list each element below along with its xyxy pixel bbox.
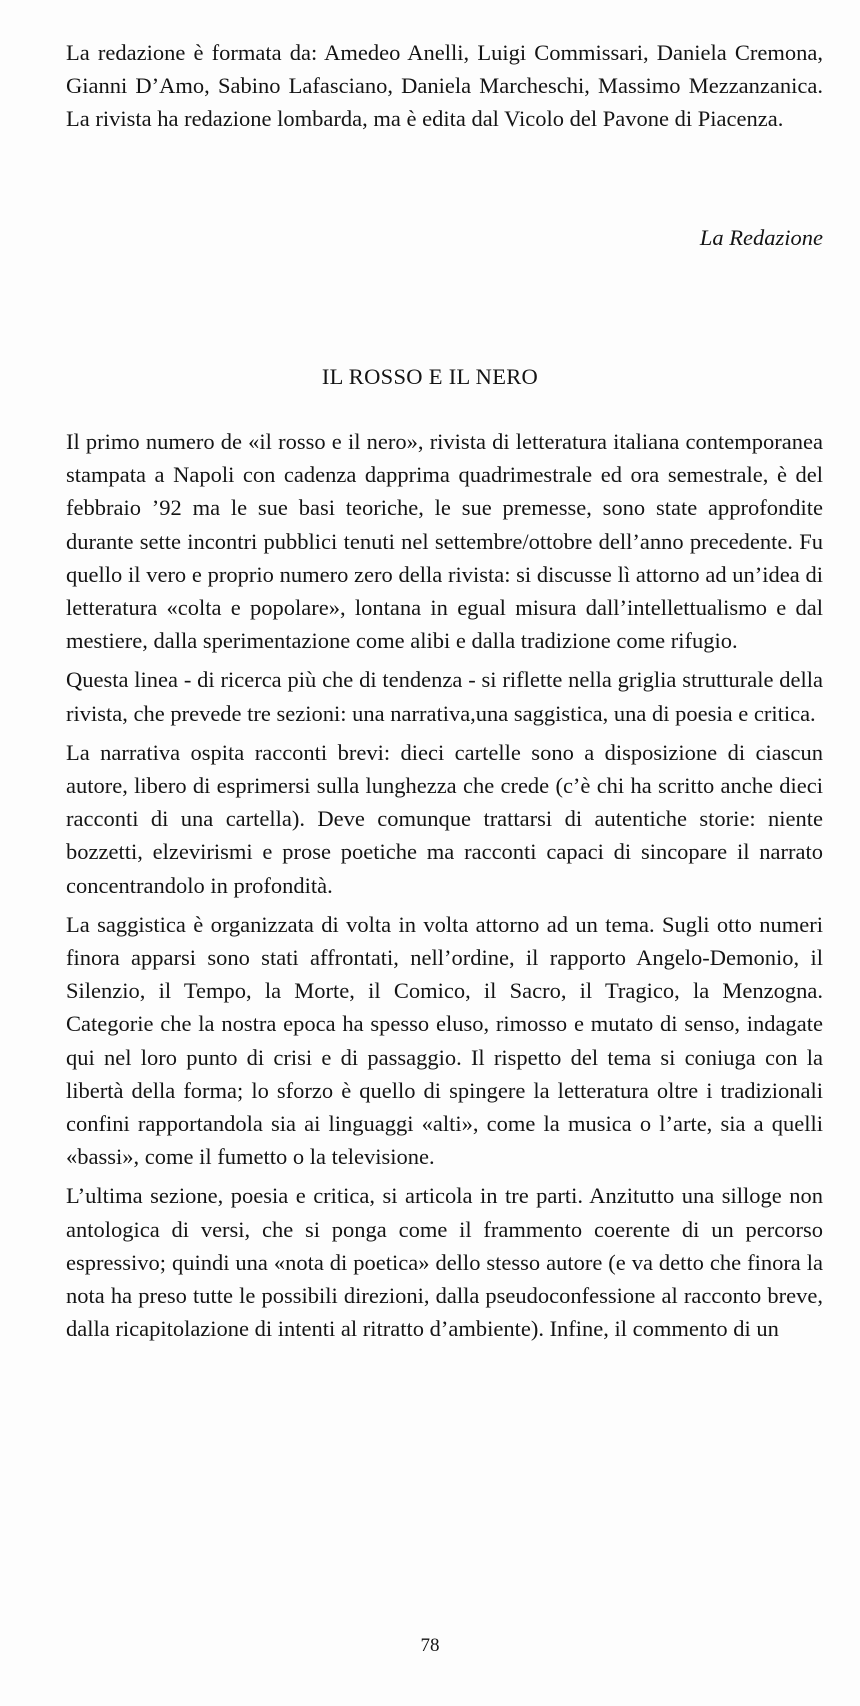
intro-paragraph: La redazione è formata da: Amedeo Anelli, Luigi Commissari, Daniela Cremona, Gianni D’Amo, Sabino Lafasciano, Daniela Marcheschi, Massimo Mezzanzanica. La rivista ha redazione lombarda, ma è edita dal Vicolo del Pavone di Piacenza. xyxy=(66,40,823,132)
page-number: 78 xyxy=(420,1635,440,1656)
body-paragraph: La saggistica è organizzata di volta in volta attorno ad un tema. Sugli otto numeri finora apparsi sono stati affrontati, nell’ordine, il rapporto Angelo-Demonio, il Silenzio, il Tempo, la Morte, il Comico, il Sacro, il Tragico, la Menzogna. Categorie che la nostra epoca ha spesso eluso, rimosso e mutato di senso, indagate qui nel loro punto di crisi e di passaggio. Il rispetto del tema si coniuga con la libertà della forma; lo sforzo è quello di spingere la letteratura oltre i tradizionali confini rapportandola sia ai linguaggi «alti», come la musica o l’arte, sia a quelli «bassi», come il fumetto o la televisione. xyxy=(66,911,823,1170)
body-paragraph: La narrativa ospita racconti brevi: dieci cartelle sono a disposizione di ciascun autore, libero di esprimersi sulla lunghezza che crede (c’è chi ha scritto anche dieci racconti di una cartella). Deve comunque trattarsi di autentiche storie: niente bozzetti, elzevirismi e prose poetiche ma racconti capaci di sincopare il narrato concentrandolo in profondità. xyxy=(66,739,823,898)
signature: La Redazione xyxy=(699,225,823,250)
article-body xyxy=(66,425,823,1345)
body-paragraph: Il primo numero de «il rosso e il nero», rivista di letteratura italiana contemporanea stampata a Napoli con cadenza dapprima quadrimestrale ed ora semestrale, è del febbraio ’92 ma le sue basi teoriche, le sue premesse, sono state approfondite durante sette incontri pubblici tenuti nel settembre/ottobre dell’anno precedente. Fu quello il vero e proprio numero zero della rivista: si discusse lì attorno ad un’idea di letteratura «colta e popolare», lontana in egual misura dall’intellettualismo e dal mestiere, dalla sperimentazione come alibi e dalla tradizione come rifugio. xyxy=(66,429,823,654)
body-paragraph: Questa linea - di ricerca più che di tendenza - si riflette nella griglia strutturale della rivista, che prevede tre sezioni: una narrativa,una saggistica, una di poesia e critica. xyxy=(66,667,823,726)
body-paragraph: L’ultima sezione, poesia e critica, si articola in tre parti. Anzitutto una silloge non antologica di versi, che si ponga come il frammento coerente di un percorso espressivo; quindi una «nota di poetica» dello stesso autore (e va detto che finora la nota ha preso tutte le possibili direzioni, dalla pseudoconfessione al racconto breve, dalla ricapitolazione di intenti al ritratto d’ambiente). Infine, il commento di un xyxy=(66,1183,823,1342)
intro-block xyxy=(66,36,823,136)
section-title: IL ROSSO E IL NERO xyxy=(321,364,539,389)
